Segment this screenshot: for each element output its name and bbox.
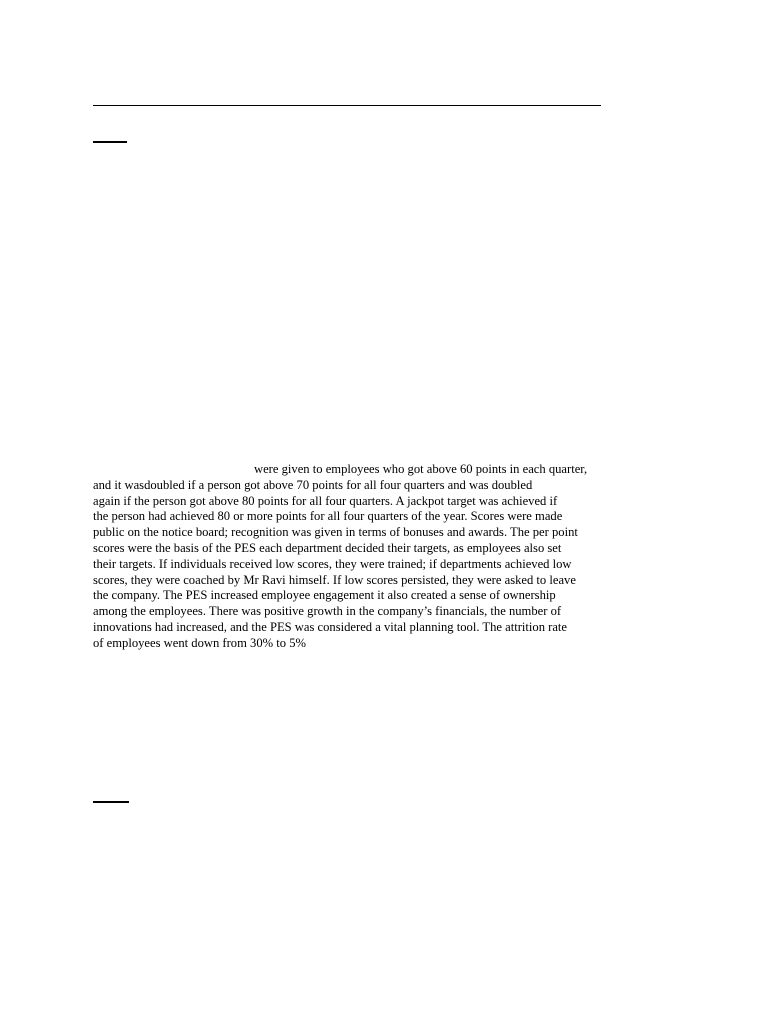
body-paragraph xyxy=(93,462,693,652)
paragraph-line: the company. The PES increased employee engagement it also created a sense of ownership xyxy=(93,588,556,603)
paragraph-line: again if the person got above 80 points for all four quarters. A jackpot target was achieved if xyxy=(93,493,558,508)
paragraph-line: scores, they were coached by Mr Ravi himself. If low scores persisted, they were asked to leave xyxy=(93,572,576,587)
paragraph-line: their targets. If individuals received low scores, they were trained; if departments achieved low xyxy=(93,556,572,571)
section-rule-bottom xyxy=(93,801,129,803)
paragraph-line: and it wasdoubled if a person got above 70 points for all four quarters and was doubled xyxy=(93,477,533,492)
section-rule-top xyxy=(93,141,127,143)
paragraph-line: were given to employees who got above 60 points in each quarter, xyxy=(254,462,588,476)
paragraph-line: among the employees. There was positive growth in the company’s financials, the number of xyxy=(93,604,562,619)
paragraph-line: the person had achieved 80 or more points for all four quarters of the year. Scores were made xyxy=(93,509,563,524)
paragraph-line: public on the notice board; recognition was given in terms of bonuses and awards. The per point xyxy=(93,525,578,540)
header-rule xyxy=(93,105,601,106)
paragraph-line: scores were the basis of the PES each department decided their targets, as employees also set xyxy=(93,540,562,555)
paragraph-line: innovations had increased, and the PES was considered a vital planning tool. The attrition rate xyxy=(93,619,568,634)
paragraph-line: of employees went down from 30% to 5% xyxy=(93,635,306,650)
